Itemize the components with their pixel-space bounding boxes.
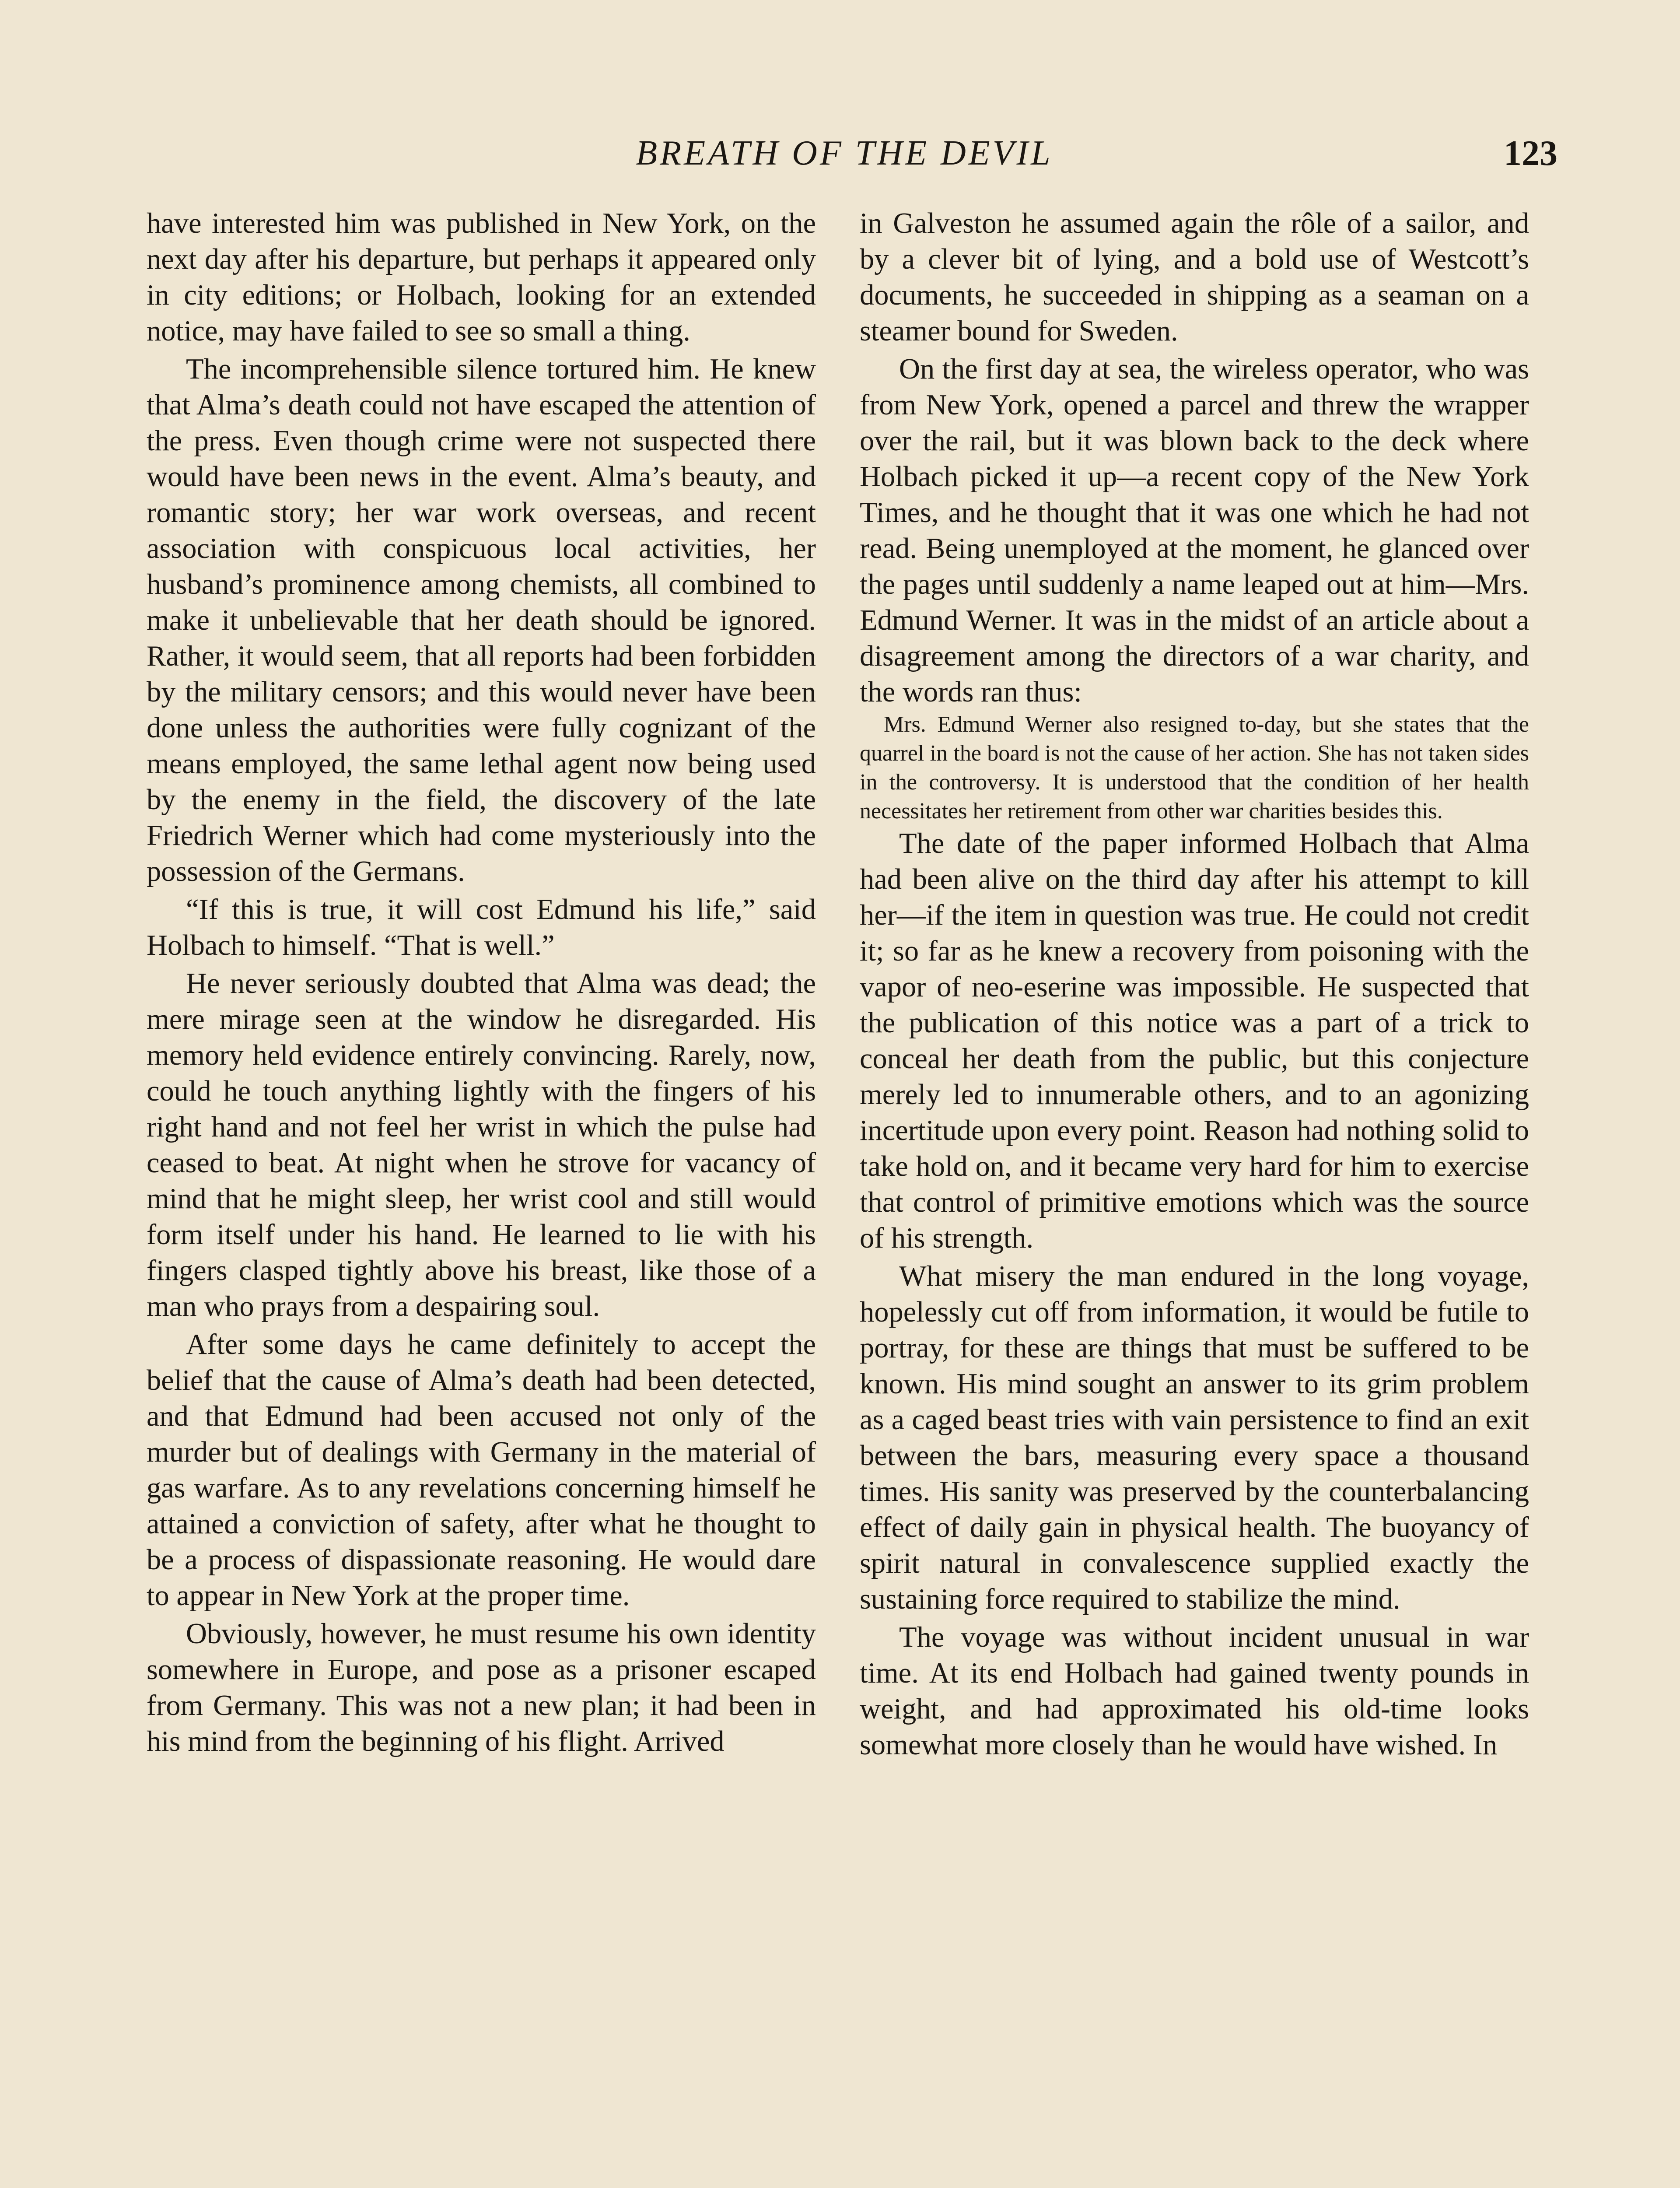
paragraph: The voyage was without incident unusual in war time. At its end Holbach had gained twenty pounds in weight, and had approximated his old-time looks somewhat more closely than he would have wished. In	[860, 1621, 1529, 1761]
paragraph: The date of the paper informed Holbach that Alma had been alive on the third day after his attempt to kill her—if the item in question was true. He could not credit it; so far as he knew a recovery from poisoning with the vapor of neo-eserine was impossible. He suspected that the publication of this notice was a part of a trick to conceal her death from the public, but this conjecture merely led to innumerable others, and to an agonizing incertitude upon every point. Reason had nothing solid to take hold on, and it became very hard for him to exercise that control of primitive emotions which was the source of his strength.	[860, 828, 1529, 1254]
paragraph: have interested him was published in New York, on the next day after his departure, but perhaps it appeared only in city editions; or Holbach, looking for an extended notice, may have failed to see so small a thing.	[147, 207, 816, 347]
page-header	[144, 131, 1558, 179]
paragraph: in Galveston he assumed again the rôle of a sailor, and by a clever bit of lying, and a bold use of Westcott’s documents, he succeeded in shipping as a seaman on a steamer bound for Sweden.	[860, 207, 1529, 347]
paragraph: What misery the man endured in the long voyage, hopelessly cut off from information, it would be futile to portray, for these are things that must be suffered to be known. His mind sought an answer to its grim problem as a caged beast tries with vain persistence to find an exit between the bars, measuring every space a thousand times. His sanity was preserved by the counterbalancing effect of daily gain in physical health. The buoyancy of spirit natural in convalescence supplied exactly the sustaining force required to stabilize the mind.	[860, 1260, 1529, 1615]
running-title: BREATH OF THE DEVIL	[636, 134, 1053, 172]
paragraph: The incomprehensible silence tortured him. He knew that Alma’s death could not have escaped the attention of the press. Even though crime were not suspected there would have been news in the event. Alma’s beauty, and romantic story; her war work overseas, and recent association with conspicuous local activities, her husband’s prominence among chemists, all combined to make it unbelievable that her death should be ignored. Rather, it would seem, that all reports had been forbidden by the military censors; and this would never have been done unless the authorities were fully cognizant of the means employed, the same lethal agent now being used by the enemy in the field, the discovery of the late Friedrich Werner which had come mysteriously into the possession of the Germans.	[147, 353, 816, 887]
left-column	[147, 206, 816, 1760]
page-number: 123	[1504, 133, 1558, 173]
paragraph: After some days he came definitely to accept the belief that the cause of Alma’s death had been detected, and that Edmund had been accused not only of the murder but of dealings with Germany in the material of gas warfare. As to any revelations concerning himself he attained a conviction of safety, after what he thought to be a process of dispassionate reasoning. He would dare to appear in New York at the proper time.	[147, 1329, 816, 1612]
paragraph: Obviously, however, he must resume his own identity somewhere in Europe, and pose as a prisoner escaped from Germany. This was not a new plan; it had been in his mind from the beginning of his flight. Arrived	[147, 1618, 816, 1757]
paragraph: He never seriously doubted that Alma was dead; the mere mirage seen at the window he disregarded. His memory held evidence entirely convincing. Rarely, now, could he touch anything lightly with the fingers of his right hand and not feel her wrist in which the pulse had ceased to beat. At night when he strove for vacancy of mind that he might sleep, her wrist cool and still would form itself under his hand. He learned to lie with his fingers clasped tightly above his breast, like those of a man who prays from a despairing soul.	[147, 968, 816, 1322]
right-column	[860, 206, 1529, 1763]
paragraph: “If this is true, it will cost Edmund his life,” said Holbach to himself. “That is well.”	[147, 894, 816, 961]
paragraph: On the first day at sea, the wireless operator, who was from New York, opened a parcel and threw the wrapper over the rail, but it was blown back to the deck where Holbach picked it up—a recent copy of the New York Times, and he thought that it was one which he had not read. Being unemployed at the moment, he glanced over the pages until suddenly a name leaped out at him—Mrs. Edmund Werner. It was in the midst of an article about a disagreement among the directors of a war charity, and the words ran thus:	[860, 353, 1529, 708]
newspaper-quote: Mrs. Edmund Werner also resigned to-day, but she states that the quarrel in the board is not the cause of her action. She has not taken sides in the controversy. It is understood that the condition of her health necessitates her retirement from other war charities besides this.	[860, 712, 1529, 824]
